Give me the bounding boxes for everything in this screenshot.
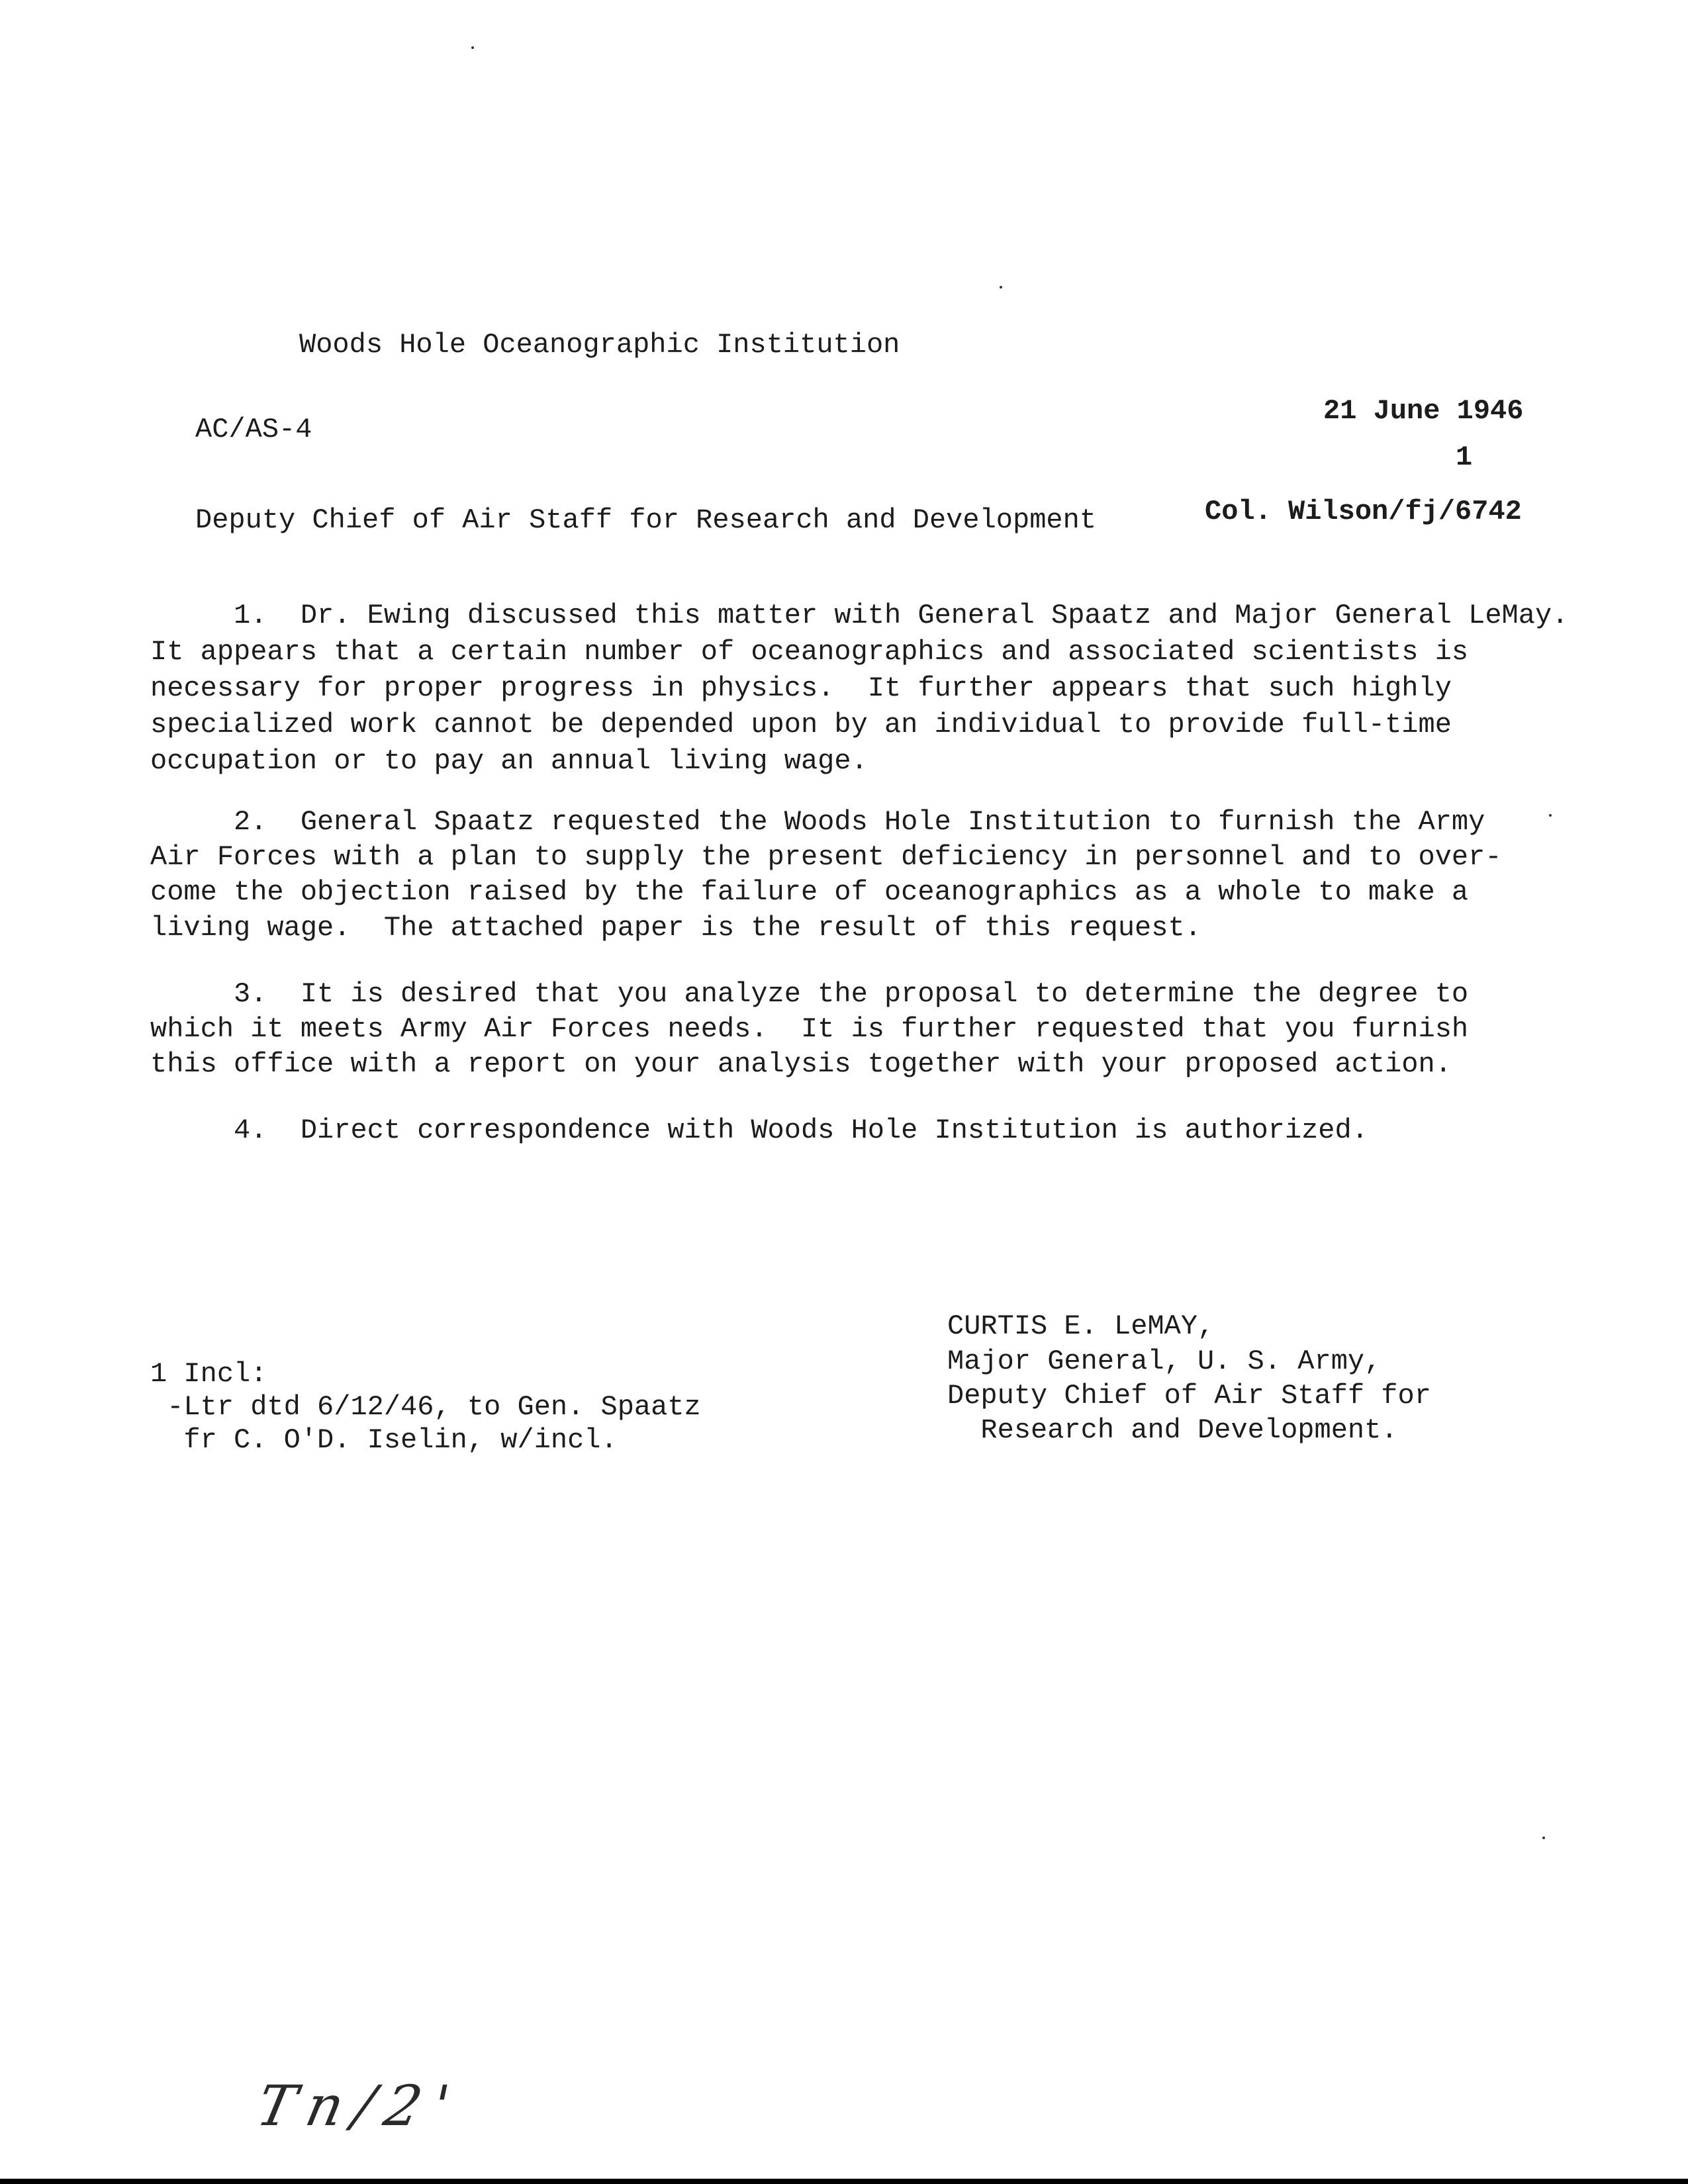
text-line: 4. Direct correspondence with Woods Hole Institution is authorized. (150, 1115, 1368, 1146)
text-line: specialized work cannot be depended upon by an individual to provide full-time (150, 709, 1452, 741)
text-line: this office with a report on your analysis together with your proposed action. (150, 1048, 1452, 1080)
text-line: occupation or to pay an annual living wage. (150, 745, 868, 777)
scan-speck (471, 46, 474, 49)
text-line: come the objection raised by the failure of oceanographics as a whole to make a (150, 876, 1469, 908)
signer-title: Deputy Chief of Air Staff for (947, 1380, 1431, 1412)
signer-rank: Major General, U. S. Army, (947, 1345, 1382, 1377)
text-line: 1. Dr. Ewing discussed this matter with General Spaatz and Major General LeMay. (150, 600, 1569, 631)
from-line: Deputy Chief of Air Staff for Research and Development (195, 504, 1097, 536)
enclosure-item: -Ltr dtd 6/12/46, to Gen. Spaatz (150, 1391, 701, 1423)
text-line: living wage. The attached paper is the result of this request. (150, 912, 1201, 944)
addressee-org: Woods Hole Oceanographic Institution (299, 329, 900, 361)
office-symbol: AC/AS-4 (195, 414, 312, 445)
text-line: Air Forces with a plan to supply the present deficiency in personnel and to over- (150, 841, 1502, 873)
enclosure-label: 1 Incl: (150, 1358, 267, 1390)
text-line: which it meets Army Air Forces needs. It is further requested that you furnish (150, 1013, 1469, 1045)
handwritten-note: Tn/2' (251, 2073, 467, 2138)
scan-speck (1549, 814, 1552, 817)
text-line: It appears that a certain number of oceanographics and associated scientists is (150, 636, 1469, 668)
text-line: 3. It is desired that you analyze the proposal to determine the degree to (150, 978, 1469, 1010)
reference-line: Col. Wilson/fj/6742 (1205, 496, 1522, 527)
signer-name: CURTIS E. LeMAY, (947, 1310, 1215, 1342)
text-line: 2. General Spaatz requested the Woods Hole Institution to furnish the Army (150, 806, 1485, 838)
scan-edge-bar (0, 2179, 1688, 2184)
scan-speck (1542, 1837, 1545, 1839)
text-line: necessary for proper progress in physics. It further appears that such highly (150, 672, 1452, 704)
letter-date: 21 June 1946 (1323, 395, 1524, 427)
page-number: 1 (1456, 441, 1473, 473)
enclosure-item-cont: fr C. O'D. Iselin, w/incl. (150, 1424, 618, 1456)
signer-title-cont: Research and Development. (947, 1414, 1398, 1446)
scan-speck (1000, 286, 1002, 289)
